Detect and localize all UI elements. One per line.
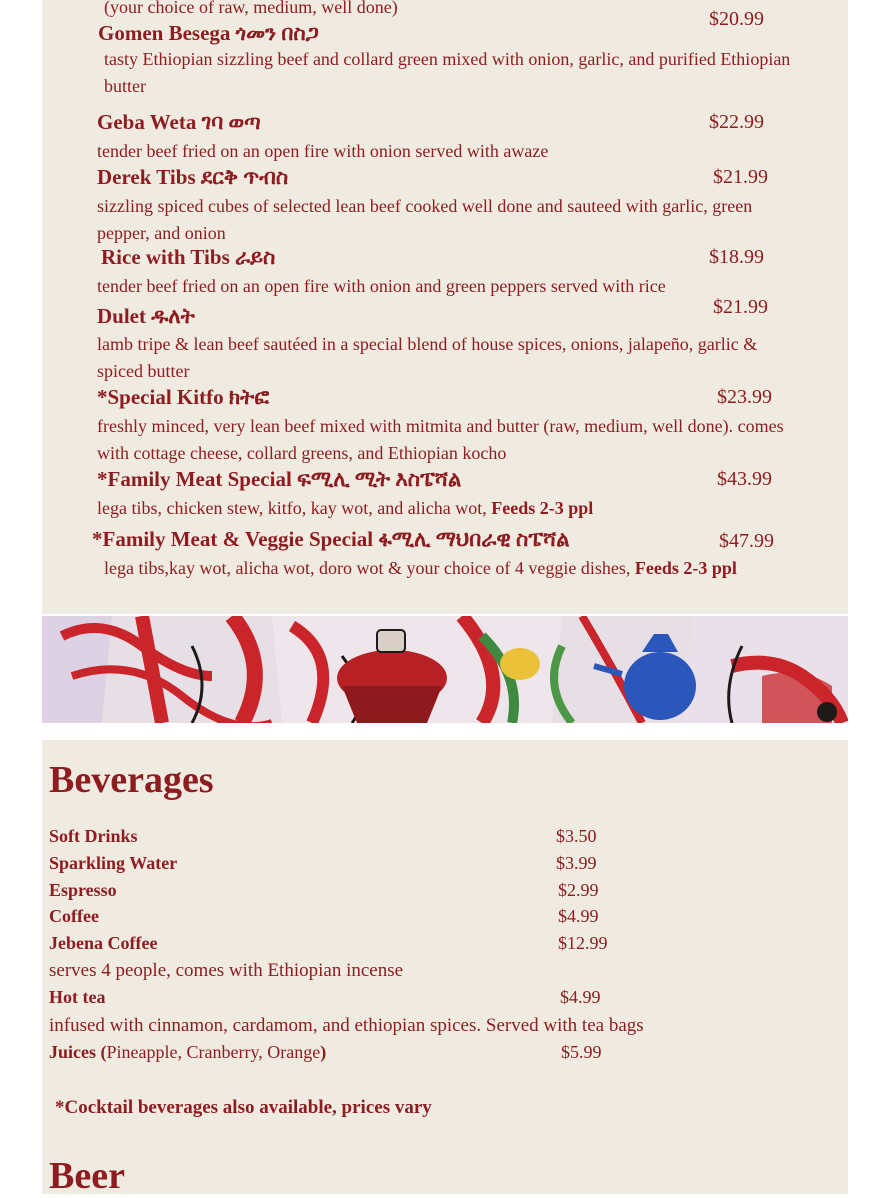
dish-name-geba-weta: Geba Weta ገባ ወጣ [97,110,261,134]
cocktail-note: *Cocktail beverages also available, prices vary [55,1097,432,1118]
ethiopian-painting-banner [42,616,848,723]
dish-desc-geba-weta: tender beef fried on an open fire with onion served with awaze [97,141,549,161]
dish-name-family-meat-special: *Family Meat Special ፍሚሊ ሚት እስፔሻል [97,467,462,491]
dish-price-derek-tibs: $21.99 [713,166,768,188]
beverage-name: Jebena Coffee [49,933,158,953]
dish-price-geba-weta: $22.99 [709,111,764,133]
beverage-price: $5.99 [561,1042,602,1062]
dish-desc-dulet: lamb tripe & lean beef sautéed in a special blend of house spices, onions, jalapeño, garlic & spiced butter [97,334,758,381]
dish-price-rice-with-tibs: $18.99 [709,246,764,268]
serves-note: Feeds 2-3 ppl [491,498,594,518]
desc-text: lega tibs,kay wot, alicha wot, doro wot & your choice of 4 veggie dishes, [104,558,635,578]
dish-desc-family-meat-special [97,495,593,522]
beverage-name: Sparkling Water [49,853,178,873]
dish-desc-rice-with-tibs: tender beef fried on an open fire with onion and green peppers served with rice [97,276,666,296]
dish-price-gomen-besega: $20.99 [709,8,764,30]
dish-price-special-kitfo: $23.99 [717,386,772,408]
dish-desc-special-kitfo: freshly minced, very lean beef mixed with mitmita and butter (raw, medium, well done). comes with cottage cheese, collard greens, and Ethiopian kocho [97,416,784,463]
paren-close: ) [320,1042,327,1062]
dish-price-dulet: $21.99 [713,296,768,318]
dish-name-dulet: Dulet ዱለት [97,304,195,328]
beverage-price: $3.99 [556,853,597,873]
beverage-price: $12.99 [558,933,608,953]
beverage-price: $4.99 [558,906,599,926]
dish-name-gomen-besega: Gomen Besega ጎመን በስጋ [98,21,319,45]
beverage-price: $3.50 [556,826,597,846]
painting-image [42,616,848,723]
desc-text: lega tibs, chicken stew, kitfo, kay wot, and alicha wot, [97,498,492,518]
beverage-name: Juices ( [49,1042,107,1062]
section-title-beer: Beer [49,1155,125,1197]
beverage-desc: infused with cinnamon, cardamom, and ethiopian spices. Served with tea bags [49,1015,644,1036]
dish-name-special-kitfo: *Special Kitfo ክትፎ [97,385,270,409]
beverage-name: Hot tea [49,987,106,1007]
dish-desc-derek-tibs: sizzling spiced cubes of selected lean beef cooked well done and sauteed with garlic, green pepper, and onion [97,196,753,243]
dish-desc-family-meat-veggie-special [104,555,737,582]
beverage-name-juices [49,1042,326,1063]
beverage-name: Coffee [49,906,99,926]
dish-name-family-meat-veggie-special: *Family Meat & Veggie Special ፋሚሊ ማህበራዊ ስፔሻል [92,527,570,551]
dish-price-family-meat-veggie-special: $47.99 [719,530,774,552]
beverage-name: Espresso [49,880,117,900]
dish-name-derek-tibs: Derek Tibs ደርቅ ጥብስ [97,165,289,189]
dish-desc-gomen-besega: tasty Ethiopian sizzling beef and collard green mixed with onion, garlic, and purified Ethiopian butter [104,49,791,96]
item-note: (your choice of raw, medium, well done) [104,0,398,17]
beverage-desc: serves 4 people, comes with Ethiopian incense [49,960,404,981]
dish-name-rice-with-tibs: Rice with Tibs ራይስ [101,245,276,269]
juice-options: Pineapple, Cranberry, Orange [106,1042,321,1062]
beverage-price: $2.99 [558,880,599,900]
dish-price-family-meat-special: $43.99 [717,468,772,490]
beverage-name: Soft Drinks [49,826,138,846]
section-title-beverages: Beverages [49,759,214,801]
beverage-price: $4.99 [560,987,601,1007]
serves-note: Feeds 2-3 ppl [634,558,737,578]
